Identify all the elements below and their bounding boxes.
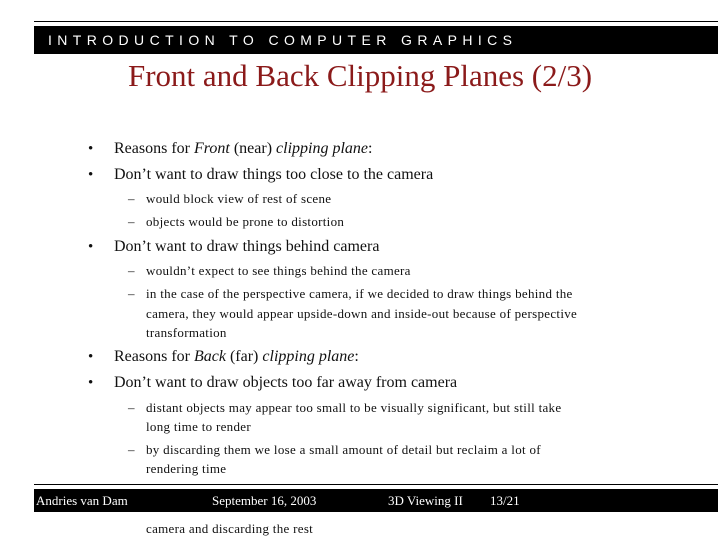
course-title: INTRODUCTION TO COMPUTER GRAPHICS — [48, 32, 518, 48]
back-sub-item-cont: long time to render — [146, 419, 251, 434]
behind-sub-item: wouldn’t expect to see things behind the camera — [146, 263, 411, 278]
back-sub-item: by discarding them we lose a small amount of detail but reclaim a lot of — [146, 442, 541, 457]
page-number: 13/21 — [490, 493, 520, 508]
dash: – — [128, 442, 135, 457]
footer-date: September 16, 2003 — [212, 493, 317, 508]
front-sub-item: objects would be prone to distortion — [146, 214, 345, 229]
back-point: Don’t want to draw objects too far away from camera — [114, 374, 458, 391]
front-reason-heading: Reasons for Front (near) clipping plane: — [114, 140, 373, 157]
bullet: • — [88, 141, 94, 157]
dash: – — [128, 191, 135, 206]
front-sub-item: would block view of rest of scene — [146, 191, 332, 206]
behind-sub-item: in the case of the perspective camera, if we decided to draw things behind the — [146, 286, 573, 301]
footer-rule — [34, 484, 718, 485]
dash: – — [128, 214, 135, 229]
behind-sub-item-cont: camera, they would appear upside-down and inside-out because of perspective — [146, 306, 578, 321]
front-point: Don’t want to draw things too close to the camera — [114, 166, 434, 183]
overflow-text: camera and discarding the rest — [146, 521, 314, 536]
bullet: • — [88, 349, 94, 365]
course-header — [34, 26, 718, 54]
footer-topic: 3D Viewing II — [388, 493, 463, 508]
header-rule — [34, 21, 718, 22]
behind-sub-item-cont: transformation — [146, 325, 227, 340]
behind-point: Don’t want to draw things behind camera — [114, 238, 380, 255]
footer-author: Andries van Dam — [36, 493, 128, 508]
back-sub-item: distant objects may appear too small to be visually significant, but still take — [146, 400, 562, 415]
bullet: • — [88, 239, 94, 255]
slide-footer — [34, 489, 718, 512]
back-reason-heading: Reasons for Back (far) clipping plane: — [114, 348, 359, 365]
dash: – — [128, 286, 135, 301]
back-sub-item-cont: rendering time — [146, 461, 227, 476]
dash: – — [128, 263, 135, 278]
slide-title: Front and Back Clipping Planes (2/3) — [127, 58, 593, 93]
bullet: • — [88, 167, 94, 183]
dash: – — [128, 400, 135, 415]
bullet: • — [88, 375, 94, 391]
